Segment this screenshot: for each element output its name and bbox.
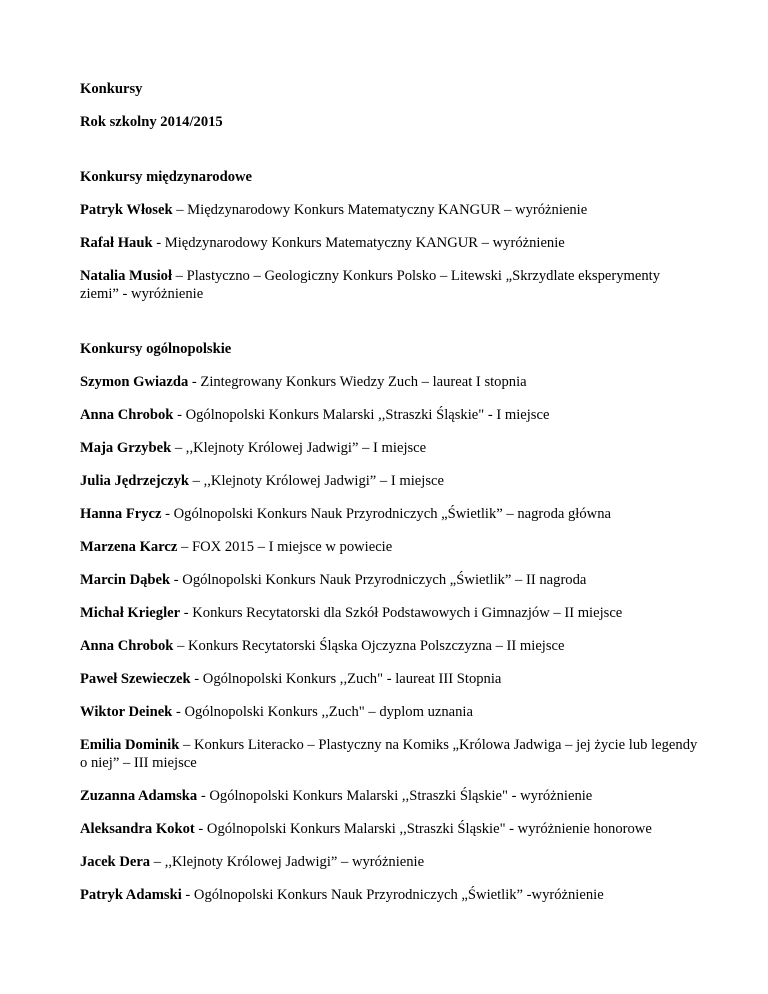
award-description: – Plastyczno – Geologiczny Konkurs Polsko – Litewski „Skrzydlate eksperymenty ziemi” - wyróżnienie (80, 268, 661, 302)
section-title-international: Konkursy międzynarodowe (80, 169, 253, 185)
award-description: - Zintegrowany Konkurs Wiedzy Zuch – laureat I stopnia (188, 374, 527, 390)
student-name: Julia Jędrzejczyk (80, 473, 190, 489)
award-entry (80, 736, 700, 772)
student-name: Szymon Gwiazda (80, 374, 189, 390)
student-name: Natalia Musioł (80, 268, 173, 284)
award-description: – Konkurs Recytatorski Śląska Ojczyzna Polszczyzna – II miejsce (173, 638, 565, 654)
award-entry (80, 604, 700, 622)
student-name: Paweł Szewieczek (80, 671, 191, 687)
award-entry (80, 703, 700, 721)
award-entry (80, 538, 700, 556)
document-title: Konkursy (80, 81, 143, 97)
award-entry (80, 670, 700, 688)
document-page (80, 80, 700, 919)
student-name: Marzena Karcz (80, 539, 178, 555)
student-name: Jacek Dera (80, 854, 151, 870)
award-description: – ,,Klejnoty Królowej Jadwigi” – I miejsce (171, 440, 427, 456)
award-entry (80, 571, 700, 589)
award-entry (80, 234, 700, 252)
student-name: Patryk Adamski (80, 887, 182, 903)
award-entry (80, 406, 700, 424)
award-entry (80, 505, 700, 523)
student-name: Patryk Włosek (80, 202, 173, 218)
award-description: - Ogólnopolski Konkurs Malarski ,,Straszki Śląskie" - I miejsce (173, 407, 550, 423)
student-name: Maja Grzybek (80, 440, 172, 456)
spacer (80, 318, 700, 340)
award-entry (80, 267, 700, 303)
section-title-national: Konkursy ogólnopolskie (80, 341, 232, 357)
award-entry (80, 201, 700, 219)
student-name: Michał Kriegler (80, 605, 181, 621)
award-description: - Ogólnopolski Konkurs Nauk Przyrodniczych „Świetlik” – II nagroda (170, 572, 587, 588)
award-entry (80, 637, 700, 655)
student-name: Rafał Hauk (80, 235, 153, 251)
award-description: – FOX 2015 – I miejsce w powiecie (177, 539, 393, 555)
award-entry (80, 373, 700, 391)
award-description: - Ogólnopolski Konkurs Malarski ,,Straszki Śląskie" - wyróżnienie (197, 788, 593, 804)
award-description: - Ogólnopolski Konkurs ,,Zuch" – dyplom uznania (172, 704, 473, 720)
award-entry (80, 853, 700, 871)
award-description: – Konkurs Literacko – Plastyczny na Komiks „Królowa Jadwiga – jej życie lub legendy o niej” – III miejsce (80, 737, 698, 771)
award-description: – ,,Klejnoty Królowej Jadwigi” – wyróżnienie (150, 854, 425, 870)
student-name: Aleksandra Kokot (80, 821, 195, 837)
award-description: - Ogólnopolski Konkurs Malarski ,,Straszki Śląskie" - wyróżnienie honorowe (194, 821, 652, 837)
student-name: Emilia Dominik (80, 737, 180, 753)
spacer (80, 146, 700, 168)
award-description: - Ogólnopolski Konkurs Nauk Przyrodniczych „Świetlik” – nagroda główna (161, 506, 611, 522)
award-entry (80, 439, 700, 457)
award-entry (80, 472, 700, 490)
student-name: Anna Chrobok (80, 407, 174, 423)
award-entry (80, 886, 700, 904)
student-name: Marcin Dąbek (80, 572, 171, 588)
student-name: Zuzanna Adamska (80, 788, 198, 804)
school-year: Rok szkolny 2014/2015 (80, 114, 223, 130)
award-description: - Ogólnopolski Konkurs ,,Zuch" - laureat III Stopnia (190, 671, 502, 687)
award-description: - Ogólnopolski Konkurs Nauk Przyrodniczych „Świetlik” -wyróżnienie (181, 887, 604, 903)
award-description: - Międzynarodowy Konkurs Matematyczny KANGUR – wyróżnienie (152, 235, 565, 251)
student-name: Hanna Frycz (80, 506, 162, 522)
student-name: Wiktor Deinek (80, 704, 173, 720)
award-description: – ,,Klejnoty Królowej Jadwigi” – I miejsce (189, 473, 444, 489)
award-entry (80, 820, 700, 838)
award-description: - Konkurs Recytatorski dla Szkół Podstawowych i Gimnazjów – II miejsce (180, 605, 623, 621)
award-description: – Międzynarodowy Konkurs Matematyczny KANGUR – wyróżnienie (172, 202, 588, 218)
award-entry (80, 787, 700, 805)
student-name: Anna Chrobok (80, 638, 174, 654)
